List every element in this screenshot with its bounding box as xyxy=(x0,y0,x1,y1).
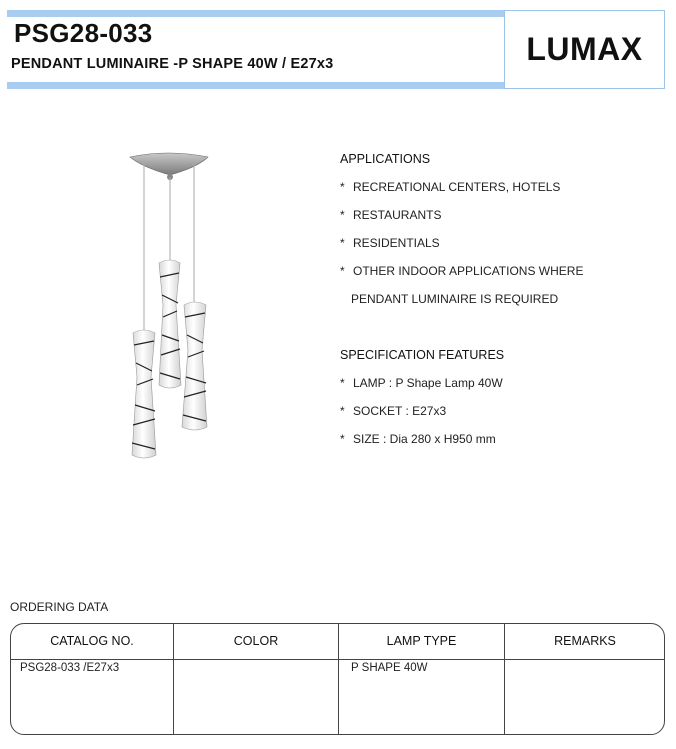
ordering-table xyxy=(10,623,665,735)
application-item: * RECREATIONAL CENTERS, HOTELS xyxy=(340,180,561,194)
brand-logo: LUMAX xyxy=(526,31,643,67)
column-header-remarks: REMARKS xyxy=(554,634,616,648)
header-top-bar xyxy=(7,10,504,17)
specification-heading: SPECIFICATION FEATURES xyxy=(340,348,505,362)
application-item: * RESTAURANTS xyxy=(340,208,442,222)
column-header-lamp-type: LAMP TYPE xyxy=(386,634,457,648)
application-item: * OTHER INDOOR APPLICATIONS WHERE xyxy=(340,264,584,278)
product-subtitle: PENDANT LUMINAIRE -P SHAPE 40W / E27x3 xyxy=(11,56,334,72)
column-divider xyxy=(504,624,505,734)
header-bottom-bar xyxy=(7,82,504,89)
cell-catalog-no: PSG28-033 /E27x3 xyxy=(20,662,120,674)
column-header-color: COLOR xyxy=(233,634,279,648)
spec-item: * SOCKET : E27x3 xyxy=(340,404,447,418)
cell-lamp-type: P SHAPE 40W xyxy=(351,662,428,674)
pendant-lamp-illustration xyxy=(118,145,228,465)
product-image xyxy=(118,145,228,465)
header-divider xyxy=(11,659,664,660)
brand-logo-box xyxy=(504,10,665,89)
spec-item: * LAMP : P Shape Lamp 40W xyxy=(340,376,503,390)
application-item: * RESIDENTIALS xyxy=(340,236,440,250)
applications-heading: APPLICATIONS xyxy=(340,152,431,166)
spec-item: * SIZE : Dia 280 x H950 mm xyxy=(340,432,496,446)
column-header-catalog: CATALOG NO. xyxy=(50,634,134,648)
application-item-continuation: PENDANT LUMINAIRE IS REQUIRED xyxy=(351,292,559,306)
column-divider xyxy=(173,624,174,734)
column-divider xyxy=(338,624,339,734)
model-number: PSG28-033 xyxy=(14,18,153,48)
ordering-title: ORDERING DATA xyxy=(10,600,109,614)
